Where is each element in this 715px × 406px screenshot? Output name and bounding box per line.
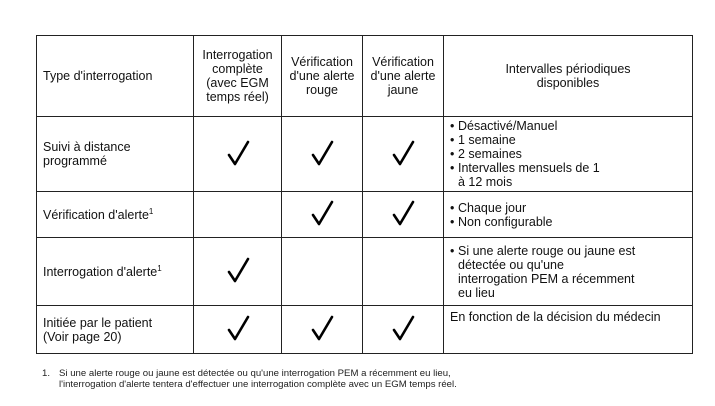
cell-intervals [444,306,693,354]
header-line: d'une alerte [370,69,436,83]
header-full-interrogation [194,36,282,117]
list-item [450,201,686,215]
table-row [37,192,693,238]
bullet: • [450,119,455,133]
checkmark-icon [225,314,251,342]
list-item [450,133,686,147]
cell-full-interrogation [194,117,282,192]
checkmark-icon [390,314,416,342]
table-row [37,117,693,192]
row-type-line: programmé [43,154,107,168]
checkmark-icon [225,139,251,167]
checkmark-icon [390,139,416,167]
list-item-text: 1 semaine [458,133,516,147]
row-type-text: Interrogation d'alerte [43,264,158,279]
row-type-remote-follow-up [37,117,194,192]
header-line: complète [212,62,263,76]
header-line: rouge [306,83,338,97]
header-line: (avec EGM [206,76,269,90]
table-body [37,117,693,354]
cell-red-alert [282,192,363,238]
footnote-number: 1. [42,368,51,379]
cell-full-interrogation [194,192,282,238]
intervals-text: En fonction de la décision du médecin [450,310,661,324]
bullet: • [450,214,455,229]
footnote-line: Si une alerte rouge ou jaune est détectée ou qu'une interrogation PEM a récemment eu lieu, [59,368,451,379]
table-row [37,238,693,306]
list-item [450,147,686,161]
header-line: Interrogation [202,48,273,62]
bullet: • [450,133,455,147]
header-line: d'une alerte [289,69,355,83]
checkmark-icon [309,199,335,227]
list-item-text: Désactivé/Manuel [458,119,558,133]
header-line: Vérification [372,55,434,69]
bullet: • [450,243,455,258]
row-type-text: Vérification d'alerte [43,207,149,222]
checkmark-icon [309,139,335,167]
intervals-list [450,244,686,300]
list-item [450,161,686,189]
cell-yellow-alert [363,306,444,354]
header-line: Vérification [291,55,353,69]
bullet: • [450,161,455,175]
table-row [37,306,693,354]
cell-red-alert [282,238,363,306]
table-header [37,36,693,117]
list-item-text: Chaque jour [458,200,527,215]
row-type-line: Suivi à distance [43,140,131,154]
row-type-alert-check [37,192,194,238]
list-item [450,215,686,229]
header-red-alert [282,36,363,117]
list-item-text: Non configurable [458,214,553,229]
header-line: Intervalles périodiques [505,62,631,76]
checkmark-icon [309,314,335,342]
cell-intervals [444,117,693,192]
interrogation-types-table [36,35,693,354]
bullet: • [450,147,455,161]
header-line: jaune [387,83,419,97]
cell-red-alert [282,306,363,354]
cell-yellow-alert [363,238,444,306]
header-yellow-alert [363,36,444,117]
intervals-list [450,119,686,189]
header-row [37,36,693,117]
list-item-text: Intervalles mensuels de 1 à 12 mois [458,161,600,189]
footnote-ref: 1 [148,206,154,216]
list-item-text: 2 semaines [458,147,522,161]
footnote [42,368,682,390]
header-type: Type d'interrogation [37,36,194,117]
cell-intervals [444,192,693,238]
row-type-alert-interrogation [37,238,194,306]
row-type-patient-initiated [37,306,194,354]
header-intervals [444,36,693,117]
checkmark-icon [225,256,251,284]
bullet: • [450,200,455,215]
checkmark-icon [390,199,416,227]
header-line: disponibles [536,76,600,90]
intervals-list [450,201,686,229]
list-item [450,119,686,133]
footnote-line: l'interrogation d'alerte tentera d'effectuer une interrogation complète avec un EGM temps réel. [59,379,457,390]
row-type-line: (Voir page 20) [43,329,122,344]
cell-full-interrogation [194,306,282,354]
cell-full-interrogation [194,238,282,306]
cell-yellow-alert [363,117,444,192]
cell-red-alert [282,117,363,192]
header-line: temps réel) [206,90,269,104]
list-item [450,244,686,300]
list-item-text: Si une alerte rouge ou jaune est détectée ou qu'une interrogation PEM a récemment eu lieu [458,243,636,300]
cell-yellow-alert [363,192,444,238]
footnote-ref: 1 [157,263,162,273]
row-type-line: Initiée par le patient [43,315,153,330]
cell-intervals [444,238,693,306]
